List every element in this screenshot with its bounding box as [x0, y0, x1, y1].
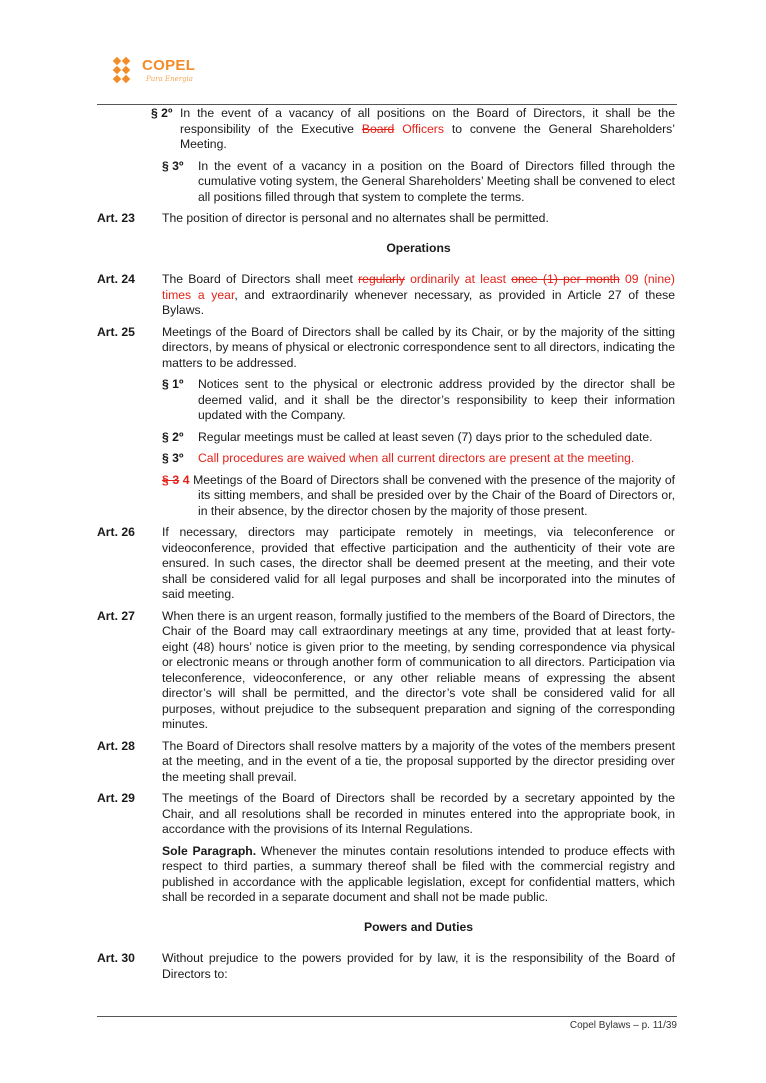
- paragraph-label: § 3º: [162, 451, 184, 465]
- paragraph-text: In the event of a vacancy in a position on the Board of Directors filled through the cumulative voting system, the General Shareholders’ Meeting shall be convened to elect all positions filled through that system to complete the terms.: [198, 158, 675, 204]
- article-28: [97, 739, 675, 786]
- paragraph-text: Sole Paragraph. Whenever the minutes contain resolutions intended to produce effects with respect to third parties, a summary thereof shall be filed with the commercial registry and published in accordance with the applicable legislation, except for confidential matters, which shall be recorded in a separate document and shall not be made public.: [162, 843, 675, 904]
- logo-tagline: Pura Energia: [146, 75, 193, 83]
- inserted-text: ordinarily at least: [404, 272, 512, 286]
- paragraph-text: § 3 4 Meetings of the Board of Directors shall be convened with the presence of the majority of its sitting members, and shall be presided over by the Chair of the Board of Directors or, in their absence, by the director chosen by the majority of those present.: [162, 472, 675, 518]
- article-label: Art. 26: [97, 525, 135, 539]
- paragraph-text: In the event of a vacancy of all positions on the Board of Directors, it shall be the responsibility of the Executive Board Officers to convene the General Shareholders’ Meeting.: [180, 106, 675, 151]
- article-label: Art. 28: [97, 738, 135, 753]
- article-text: The Board of Directors shall meet regularly ordinarily at least once (1) per month 09 (nine) times a year, and extraordinarily whenever necessary, as provided in Article 27 of these Bylaws.: [162, 272, 675, 317]
- article-text: Meetings of the Board of Directors shall be called by its Chair, or by the majority of the sitting directors, by means of physical or electronic correspondence sent to all directors, indicating the matters to be addressed.: [162, 324, 675, 370]
- inserted-text: Officers: [394, 121, 444, 136]
- inserted-text: 09 (nine) times a year: [162, 272, 675, 302]
- article-30: [97, 951, 675, 982]
- article-text: The position of director is personal and no alternates shall be permitted.: [162, 211, 549, 225]
- article-23: [97, 211, 675, 227]
- article-27: [97, 609, 675, 733]
- logo-name: COPEL: [142, 57, 196, 74]
- deleted-text: Board: [361, 121, 395, 136]
- page-footer: Copel Bylaws – p. 11/39: [569, 1020, 677, 1031]
- article-25: [97, 325, 675, 372]
- paragraph-label: § 3º: [162, 158, 184, 173]
- article-text: The meetings of the Board of Directors shall be recorded by a secretary appointed by the Chair, and all resolutions shall be recorded in minutes entered into the appropriate book, in accordance with the provisions of its Internal Regulations.: [162, 791, 675, 836]
- paragraph-3-art22: [97, 159, 675, 206]
- paragraph-1-art25: [97, 377, 675, 424]
- document-body: [97, 106, 675, 988]
- paragraph-3-art25: [97, 451, 675, 467]
- paragraph-text-inserted: Call procedures are waived when all current directors are present at the meeting.: [198, 451, 635, 465]
- article-29: [97, 791, 675, 838]
- article-text: The Board of Directors shall resolve matters by a majority of the votes of the members present at the meeting, and in the event of a tie, the proposal supported by the director presiding over the meeting shall prevail.: [162, 738, 675, 784]
- sole-paragraph-art29: [97, 844, 675, 906]
- paragraph-4-art25: [97, 473, 675, 520]
- inserted-label: 4: [179, 472, 190, 487]
- footer-divider: [97, 1016, 677, 1017]
- deleted-text: once (1) per month: [511, 272, 620, 286]
- paragraph-2-art25: [97, 430, 675, 446]
- article-label: Art. 27: [97, 608, 135, 623]
- company-logo: [112, 54, 232, 94]
- article-text: If necessary, directors may participate remotely in meetings, via teleconference or videoconference, provided that effective participation and the authenticity of their vote are ensured. In such cases, the director shall be deemed present at the meeting, and their vote shall be considered valid for all legal purposes and shall be incorporated into the minutes of said meeting.: [162, 525, 675, 601]
- article-24: [97, 272, 675, 319]
- paragraph-text: Notices sent to the physical or electronic address provided by the director shall be deemed valid, and it shall be the director’s responsibility to keep their information updated with the Company.: [198, 377, 675, 422]
- article-text: Without prejudice to the powers provided for by law, it is the responsibility of the Board of Directors to:: [162, 951, 675, 981]
- deleted-text: regularly: [358, 272, 405, 286]
- section-heading-powers: Powers and Duties: [363, 919, 474, 934]
- article-label: Art. 29: [97, 791, 135, 805]
- paragraph-label: § 2º: [162, 429, 184, 444]
- header-divider: [97, 104, 677, 105]
- article-label: Art. 24: [97, 272, 135, 286]
- sole-paragraph-label: Sole Paragraph.: [162, 843, 257, 858]
- paragraph-text: Regular meetings must be called at least seven (7) days prior to the scheduled date.: [198, 429, 653, 444]
- article-label: Art. 25: [97, 324, 135, 339]
- article-26: [97, 525, 675, 603]
- paragraph-2-art22: [97, 106, 675, 153]
- article-label: Art. 30: [97, 951, 135, 965]
- article-label: Art. 23: [97, 211, 135, 225]
- paragraph-label: § 2º: [151, 106, 173, 120]
- deleted-label: § 3: [162, 472, 180, 487]
- section-heading-operations: Operations: [386, 240, 451, 255]
- logo-mark-icon: [112, 56, 138, 82]
- paragraph-label: § 1º: [162, 377, 184, 391]
- article-text: When there is an urgent reason, formally justified to the members of the Board of Directors, the Chair of the Board may call extraordinary meetings at any time, provided that at least forty-eight (48) hours’ notice is given prior to the meeting, by sending correspondence via physical or electronic means or through another form of communication to all directors. Participation via teleconference, videoconference, or any other reliable means of expressing the absent director’s will shall be permitted, and the director’s vote shall be considered valid for all purposes, without prejudice to the subsequent preparation and signing of the corresponding minutes.: [162, 608, 675, 731]
